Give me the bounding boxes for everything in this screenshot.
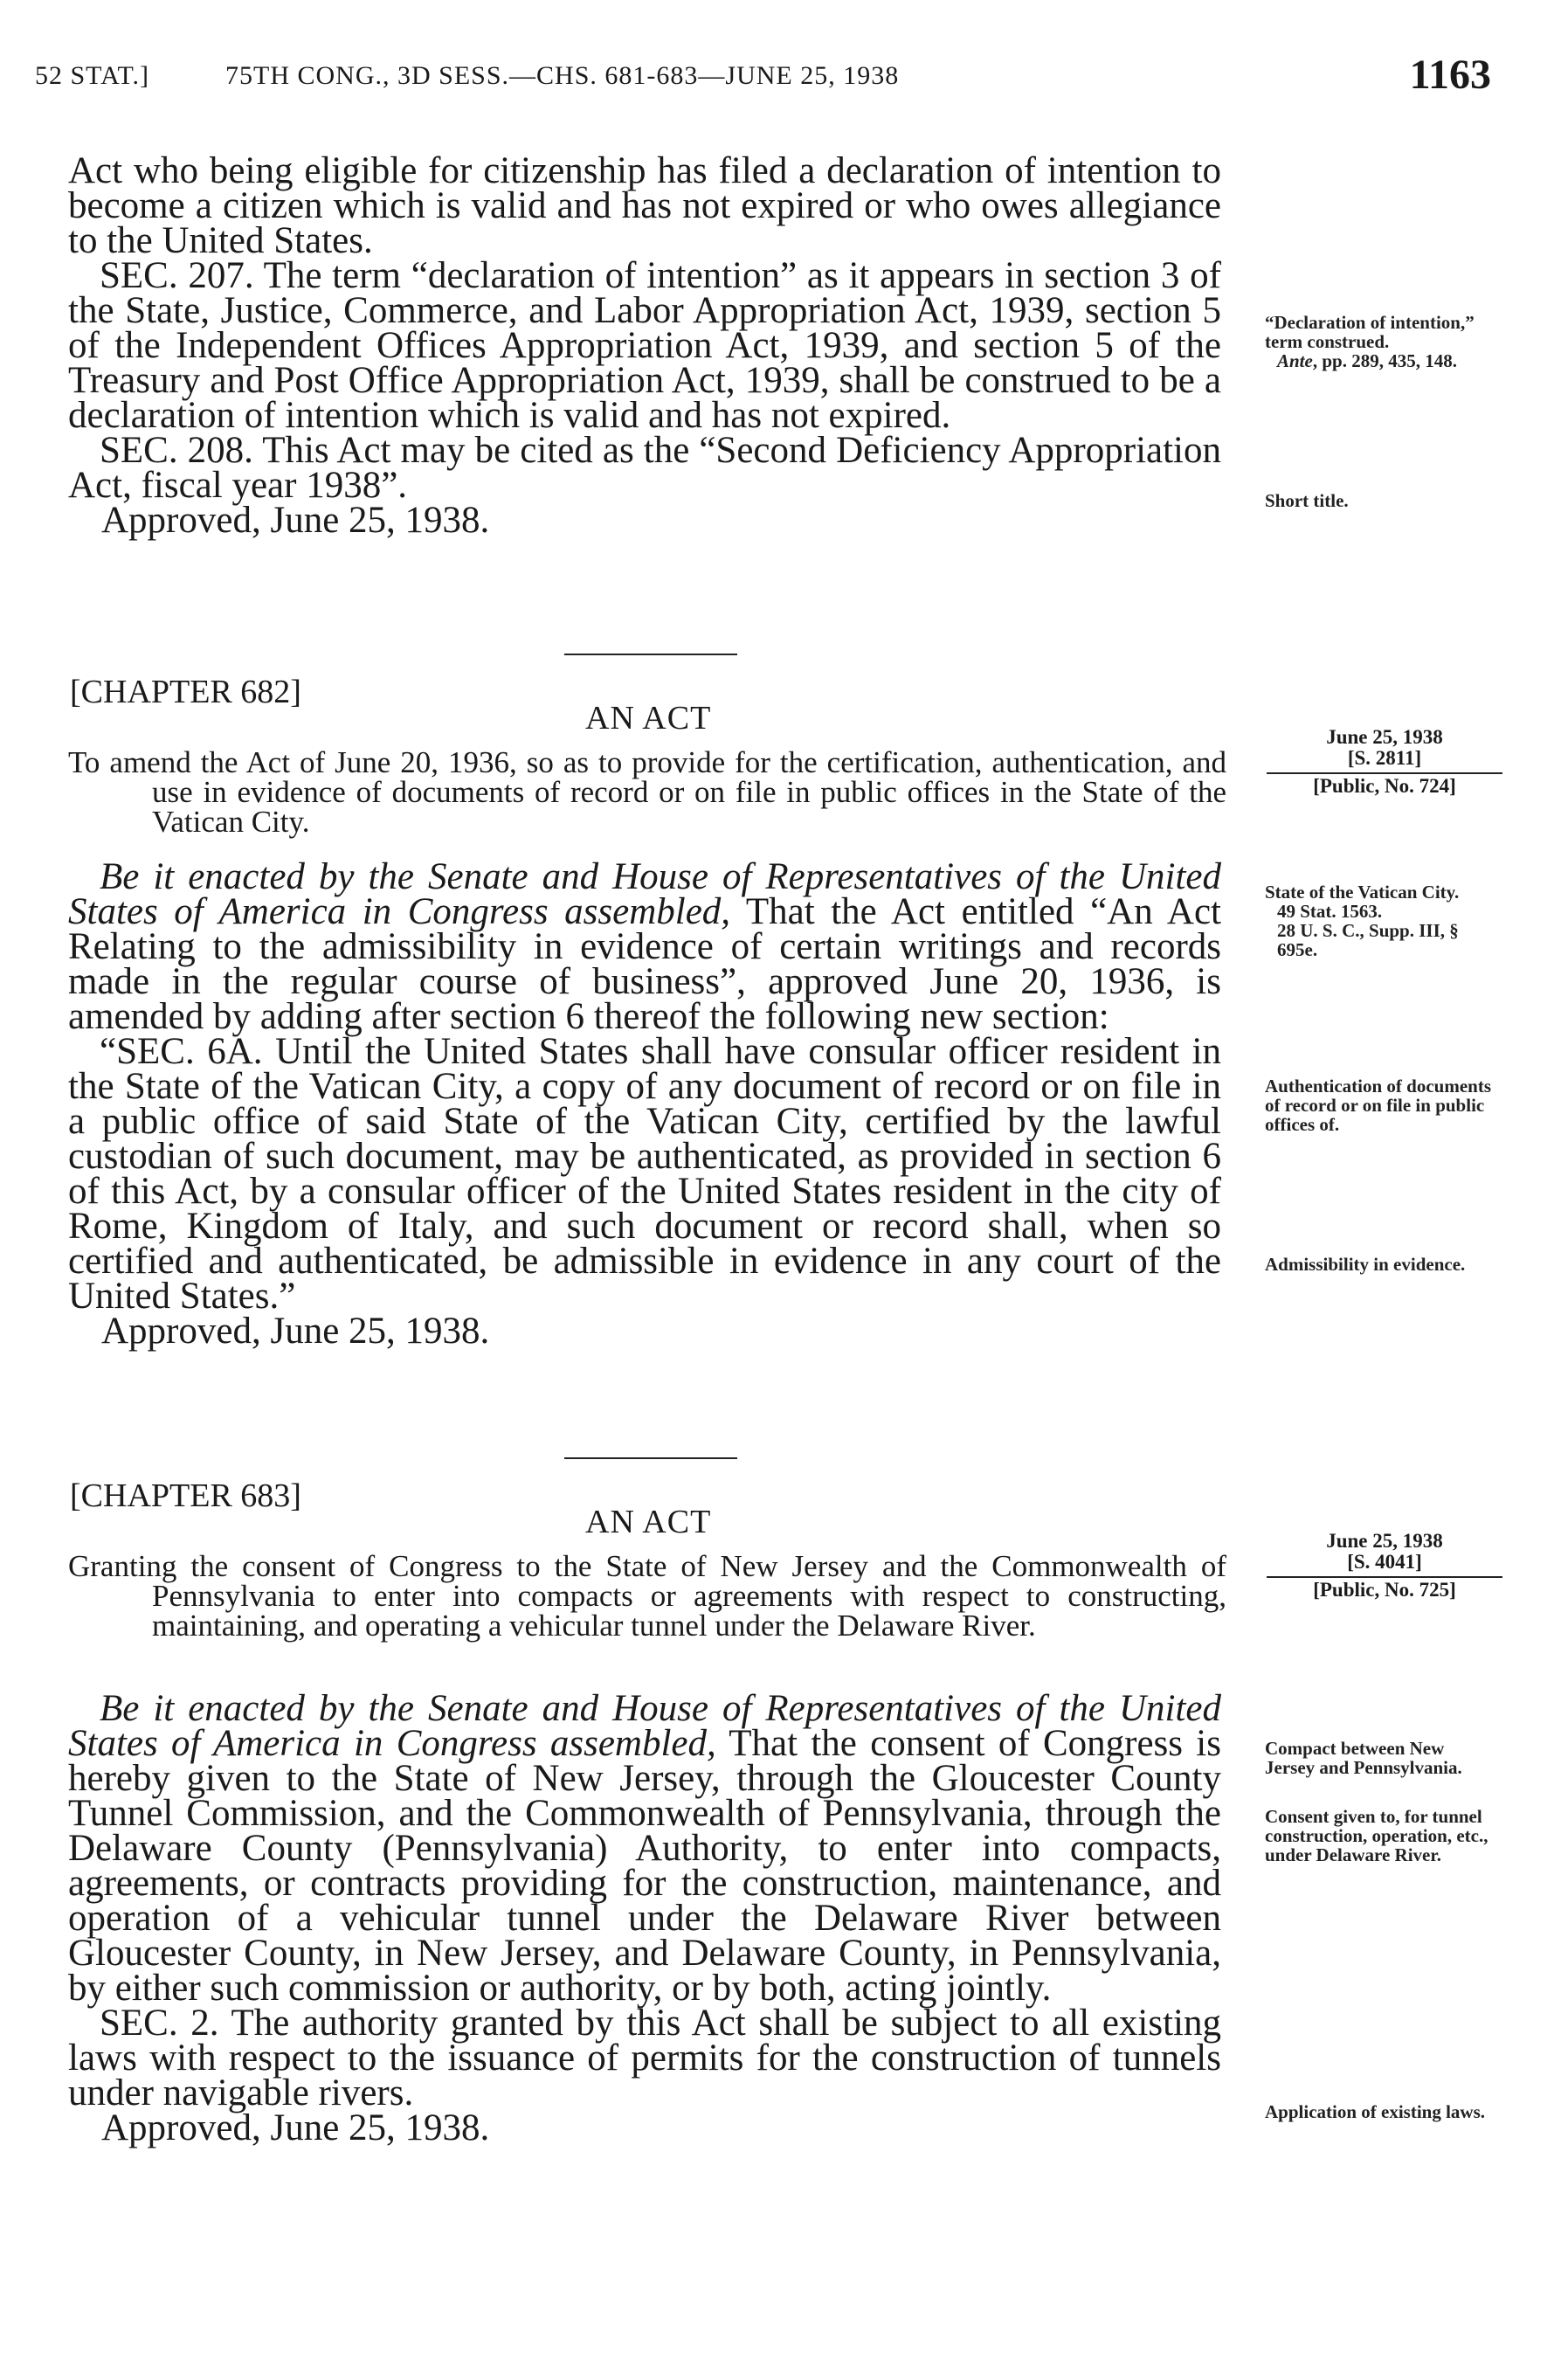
- section-207: [68, 255, 1221, 436]
- section-text: Until the United States shall have consular officer resident in the State of the Vatican City, a copy of any document of record or on file in a public office of said State of the Vatican City, certified by the lawful custodian of such document, may be authenticated, as provided in section 6 of this Act, by a consular officer of the United States resident in the city of Rome, Kingdom of Italy, and such document or record shall, when so certified and authenticated, be admissible in evidence in any court of the United States.”: [68, 1031, 1222, 1317]
- section-label: SEC. 2.: [100, 2003, 219, 2044]
- section-text: The authority granted by this Act shall be subject to all existing laws with respect to the issuance of permits for the construction of tunnels under navigable rivers.: [68, 2003, 1221, 2114]
- margin-note-consent: Consent given to, for tunnel construction, operation, etc., under Delaware River.: [1265, 1806, 1488, 1865]
- approved-line: Approved, June 25, 1938.: [101, 500, 490, 541]
- note-ante-pages: , pp. 289, 435, 148.: [1312, 350, 1457, 371]
- approved-line: Approved, June 25, 1938.: [101, 2107, 490, 2148]
- margin-note-vatican: [1265, 882, 1496, 959]
- divider-rule: [564, 654, 737, 655]
- approved-line: Approved, June 25, 1938.: [101, 1311, 490, 1352]
- summary-text: Granting the consent of Congress to the State of New Jersey and the Commonwealth of Pennsylvania to enter into compacts or agreements with respect to constructing, maintaining, and operating a vehicular tunnel under the Delaware River.: [68, 1549, 1226, 1643]
- public-law-number: [Public, No. 725]: [1267, 1576, 1502, 1601]
- section-2: [68, 2003, 1221, 2114]
- section-text: This Act may be cited as the “Second Deficiency Appropriation Act, fiscal year 1938”.: [68, 430, 1221, 506]
- enacting-text: That the Act entitled “An Act Relating to the admissibility in evidence of certain writings and records made in the regular course of business”, approved June 20, 1936, is amended by adding after section 6 thereof the following new section:: [68, 891, 1221, 1037]
- section-label: SEC. 207.: [100, 255, 254, 296]
- margin-note-existing-laws: Application of existing laws.: [1265, 2101, 1486, 2122]
- summary-text: To amend the Act of June 20, 1936, so as to provide for the certification, authentication, and use in evidence of documents of record or on file in public offices in the State of the Vatican City.: [68, 745, 1226, 839]
- chapter-683-summary: [68, 1549, 1226, 1643]
- section-label: SEC. 208.: [100, 430, 253, 471]
- enacting-text: That the consent of Congress is hereby given to the State of New Jersey, through the Gloucester County Tunnel Commission, and the Commonwealth of Pennsylvania, through the Delaware County (Pennsylvania) Authority, to enter into compacts, agreements, or contracts providing for the construction, maintenance, and operation of a vehicular tunnel under the Delaware River between Gloucester County, in New Jersey, and Delaware County, in Pennsylvania, by either such commission or authority, or by both, acting jointly.: [68, 1723, 1221, 2009]
- chapter-682-date-block: [1267, 727, 1502, 797]
- chapter-681-body: [68, 150, 1221, 541]
- chapter-682-an-act: AN ACT: [585, 700, 712, 737]
- note-usc: 28 U. S. C., Supp. III, § 695e.: [1277, 920, 1459, 960]
- enacting-clause: Be it enacted by the Senate and House of Representatives of the United States of America in Congress assembled,: [68, 856, 1221, 932]
- note-stat: 49 Stat. 1563.: [1277, 901, 1383, 922]
- section-text: The term “declaration of intention” as it appears in section 3 of the State, Justice, Commerce, and Labor Appropriation Act, 1939, section 5 of the Independent Offices Appropriation Act, 1939, and section 5 of the Treasury and Post Office Appropriation Act, 1939, shall be construed to be a declaration of intention which is valid and has not expired.: [68, 255, 1221, 436]
- chapter-683-an-act: AN ACT: [585, 1504, 712, 1540]
- header-session: 75TH CONG., 3D SESS.—CHS. 681-683—JUNE 25, 1938: [225, 61, 900, 90]
- margin-note-short-title: Short title.: [1265, 490, 1349, 511]
- note-text: State of the Vatican City.: [1265, 882, 1460, 903]
- enacting-clause: Be it enacted by the Senate and House of Representatives of the United States of America in Congress assembled,: [68, 1688, 1221, 1764]
- enacting-paragraph: [68, 856, 1221, 1037]
- chapter-682-heading: [CHAPTER 682]: [70, 674, 301, 710]
- header-volume: 52 STAT.]: [35, 61, 150, 90]
- chapter-682-body: [68, 856, 1222, 1352]
- margin-note-admissibility: Admissibility in evidence.: [1265, 1254, 1466, 1275]
- note-text: “Declaration of intention,” term construed.: [1265, 312, 1475, 352]
- section-label: “SEC. 6A.: [100, 1031, 263, 1072]
- chapter-683-heading: [CHAPTER 683]: [70, 1477, 301, 1514]
- page-number: 1163: [1409, 52, 1491, 98]
- enacting-paragraph: [68, 1688, 1221, 2009]
- note-ante-word: Ante: [1277, 350, 1313, 371]
- senate-bill: [S. 4041]: [1347, 1551, 1422, 1573]
- chapter-682-summary: [68, 745, 1226, 839]
- public-law-number: [Public, No. 724]: [1267, 772, 1502, 797]
- act-date: June 25, 1938: [1326, 726, 1443, 748]
- senate-bill: [S. 2811]: [1347, 747, 1422, 769]
- divider-rule: [564, 1457, 737, 1459]
- act-date: June 25, 1938: [1326, 1530, 1443, 1552]
- margin-note-compact: Compact between New Jersey and Pennsylvania.: [1265, 1738, 1462, 1778]
- margin-note-authentication: Authentication of documents of record or on file in public offices of.: [1265, 1076, 1492, 1135]
- chapter-683-body: [68, 1688, 1221, 2148]
- margin-note-declaration: [1265, 313, 1496, 370]
- note-ante: [1265, 351, 1496, 370]
- chapter-683-date-block: [1267, 1531, 1502, 1601]
- section-208: [68, 430, 1221, 506]
- ch681-paragraph: Act who being eligible for citizenship has filed a declaration of intention to become a citizen which is valid and has not expired or who owes allegiance to the United States.: [68, 150, 1221, 261]
- section-6a: [68, 1031, 1222, 1317]
